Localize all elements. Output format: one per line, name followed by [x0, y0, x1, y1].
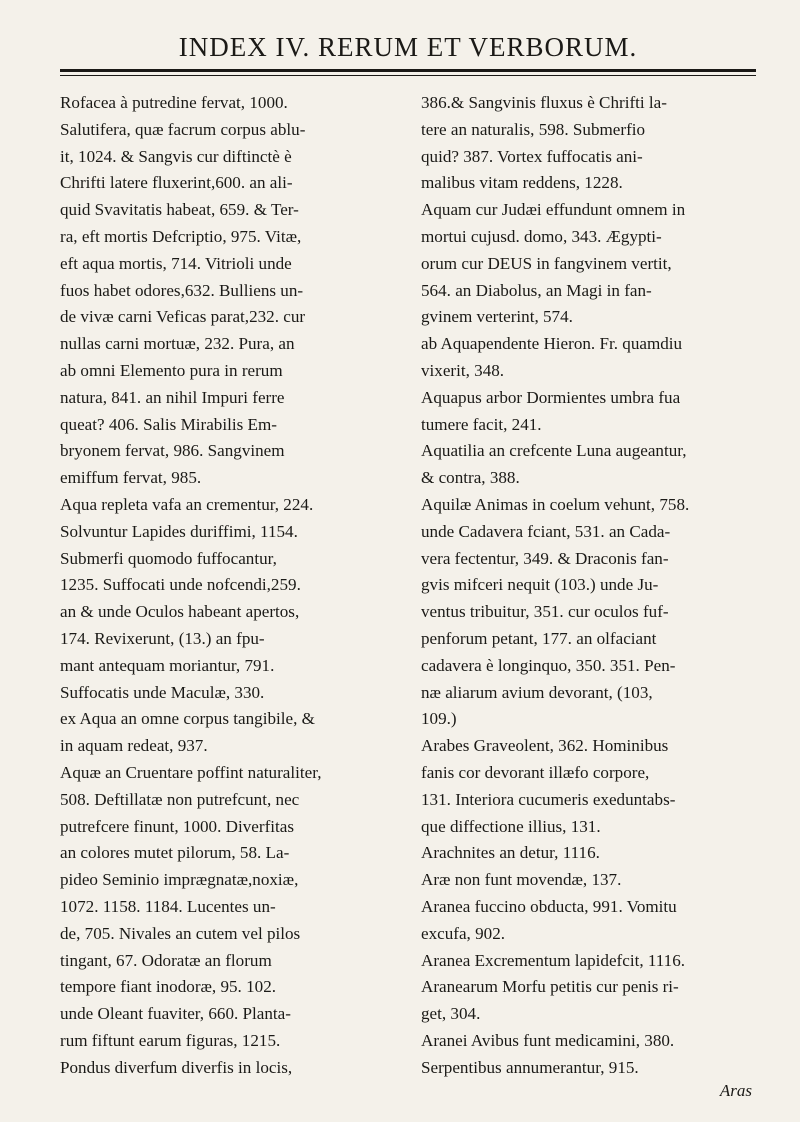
index-line: Aranearum Morfu petitis cur penis ri-: [421, 977, 679, 997]
index-line: rum fiftunt earum figuras, 1215.: [60, 1030, 281, 1050]
index-line: quid Svavitatis habeat, 659. & Ter-: [60, 200, 299, 220]
index-line: bryonem fervat, 986. Sangvinem: [60, 441, 285, 461]
index-line: eft aqua mortis, 714. Vitrioli unde: [60, 253, 292, 273]
index-line: get, 304.: [421, 1004, 481, 1024]
index-line: Aquam cur Judæi effundunt omnem in: [421, 200, 686, 220]
index-line: Aranea Excrementum lapidefcit, 1116.: [421, 950, 686, 970]
index-line: fuos habet odores,632. Bulliens un-: [60, 280, 304, 300]
index-line: an & unde Oculos habeant apertos,: [60, 602, 300, 622]
index-line: excufa, 902.: [421, 923, 506, 943]
index-line: cadavera è longinquo, 350. 351. Pen-: [421, 655, 676, 675]
index-line: tere an naturalis, 598. Submerfio: [421, 119, 646, 139]
index-line: tumere facit, 241.: [421, 414, 542, 434]
index-line: Aræ non funt movendæ, 137.: [421, 870, 622, 890]
index-line: in aquam redeat, 937.: [60, 736, 208, 756]
index-line: Arachnites an detur, 1116.: [421, 843, 600, 863]
index-line: Rofacea à putredine fervat, 1000.: [60, 93, 288, 112]
index-line: 174. Revixerunt, (13.) an fpu-: [60, 628, 265, 648]
index-line: 508. Deftillatæ non putrefcunt, nec: [60, 789, 300, 809]
index-line: tempore fiant inodoræ, 95. 102.: [60, 977, 277, 997]
index-line: Aqua repleta vafa an crementur, 224.: [60, 494, 314, 514]
index-line: Serpentibus annumerantur, 915.: [421, 1057, 639, 1077]
index-line: Solvuntur Lapides duriffimi, 1154.: [60, 521, 298, 541]
index-line: an colores mutet pilorum, 58. La-: [60, 843, 290, 863]
index-line: Aquæ an Cruentare poffint naturaliter,: [60, 762, 322, 782]
catchword: Aras: [719, 1081, 752, 1101]
index-line: quid? 387. Vortex fuffocatis ani-: [421, 146, 643, 166]
two-column-body: [60, 90, 756, 1081]
page-header: INDEX IV. RERUM ET VERBORUM.: [178, 32, 638, 62]
index-line: de, 705. Nivales an cutem vel pilos: [60, 923, 301, 943]
index-line: 386.& Sangvinis fluxus è Chrifti la-: [421, 93, 667, 112]
index-line: emiffum fervat, 985.: [60, 468, 202, 488]
header-rule-thick: [60, 69, 756, 72]
index-line: nullas carni mortuæ, 232. Pura, an: [60, 334, 295, 354]
index-line: Aranea fuccino obducta, 991. Vomitu: [421, 896, 677, 916]
index-line: 1235. Suffocati unde nofcendi,259.: [60, 575, 301, 595]
index-line: Salutifera, quæ facrum corpus ablu-: [60, 119, 306, 139]
index-line: 109.): [421, 709, 457, 729]
index-line: ab Aquapendente Hieron. Fr. quamdiu: [421, 334, 683, 354]
index-line: pideo Seminio imprægnatæ,noxiæ,: [60, 870, 299, 890]
index-line: vixerit, 348.: [421, 360, 505, 380]
index-line: it, 1024. & Sangvis cur diftinctè è: [60, 146, 292, 166]
index-line: Aquatilia an crefcente Luna augeantur,: [421, 441, 687, 461]
index-line: putrefcere finunt, 1000. Diverfitas: [60, 816, 295, 836]
index-line: que diffectione illius, 131.: [421, 816, 601, 836]
index-line: Pondus diverfum diverfis in locis,: [60, 1057, 293, 1077]
index-line: fanis cor devorant illæfo corpore,: [421, 762, 650, 782]
index-line: gvis mifceri nequit (103.) unde Ju-: [421, 575, 659, 595]
index-line: Submerfi quomodo fuffocantur,: [60, 548, 277, 568]
index-line: 131. Interiora cucumeris exeduntabs-: [421, 789, 676, 809]
index-line: unde Oleant fuaviter, 660. Planta-: [60, 1004, 291, 1024]
index-line: Aranei Avibus funt medicamini, 380.: [421, 1030, 675, 1050]
index-line: mortui cujusd. domo, 343. Ægypti-: [421, 226, 662, 246]
index-line: mant antequam moriantur, 791.: [60, 655, 275, 675]
index-line: & contra, 388.: [421, 468, 520, 488]
index-line: gvinem verterint, 574.: [421, 307, 573, 327]
index-line: unde Cadavera fciant, 531. an Cada-: [421, 521, 671, 541]
index-line: queat? 406. Salis Mirabilis Em-: [60, 414, 277, 434]
index-line: 564. an Diabolus, an Magi in fan-: [421, 280, 652, 300]
index-line: tingant, 67. Odoratæ an florum: [60, 950, 272, 970]
right-column: [421, 90, 756, 1081]
left-column: [60, 90, 395, 1081]
header-rule-thin: [60, 75, 756, 76]
index-line: de vivæ carni Veficas parat,232. cur: [60, 307, 306, 327]
index-line: Aquilæ Animas in coelum vehunt, 758.: [421, 494, 690, 514]
index-line: ex Aqua an omne corpus tangibile, &: [60, 709, 315, 729]
index-line: penforum petant, 177. an olfaciant: [421, 628, 657, 648]
index-line: Chrifti latere fluxerint,600. an ali-: [60, 173, 293, 193]
index-line: vera fectentur, 349. & Draconis fan-: [421, 548, 669, 568]
index-line: Suffocatis unde Maculæ, 330.: [60, 682, 265, 702]
index-line: natura, 841. an nihil Impuri ferre: [60, 387, 285, 407]
index-line: malibus vitam reddens, 1228.: [421, 173, 623, 193]
index-line: næ aliarum avium devorant, (103,: [421, 682, 653, 702]
index-line: 1072. 1158. 1184. Lucentes un-: [60, 896, 276, 916]
index-line: Aquapus arbor Dormientes umbra fua: [421, 387, 681, 407]
index-line: ab omni Elemento pura in rerum: [60, 360, 283, 380]
index-line: orum cur DEUS in fangvinem vertit,: [421, 253, 672, 273]
index-line: ra, eft mortis Defcriptio, 975. Vitæ,: [60, 226, 302, 246]
index-line: ventus tribuitur, 351. cur oculos fuf-: [421, 602, 669, 622]
index-line: Arabes Graveolent, 362. Hominibus: [421, 736, 669, 756]
